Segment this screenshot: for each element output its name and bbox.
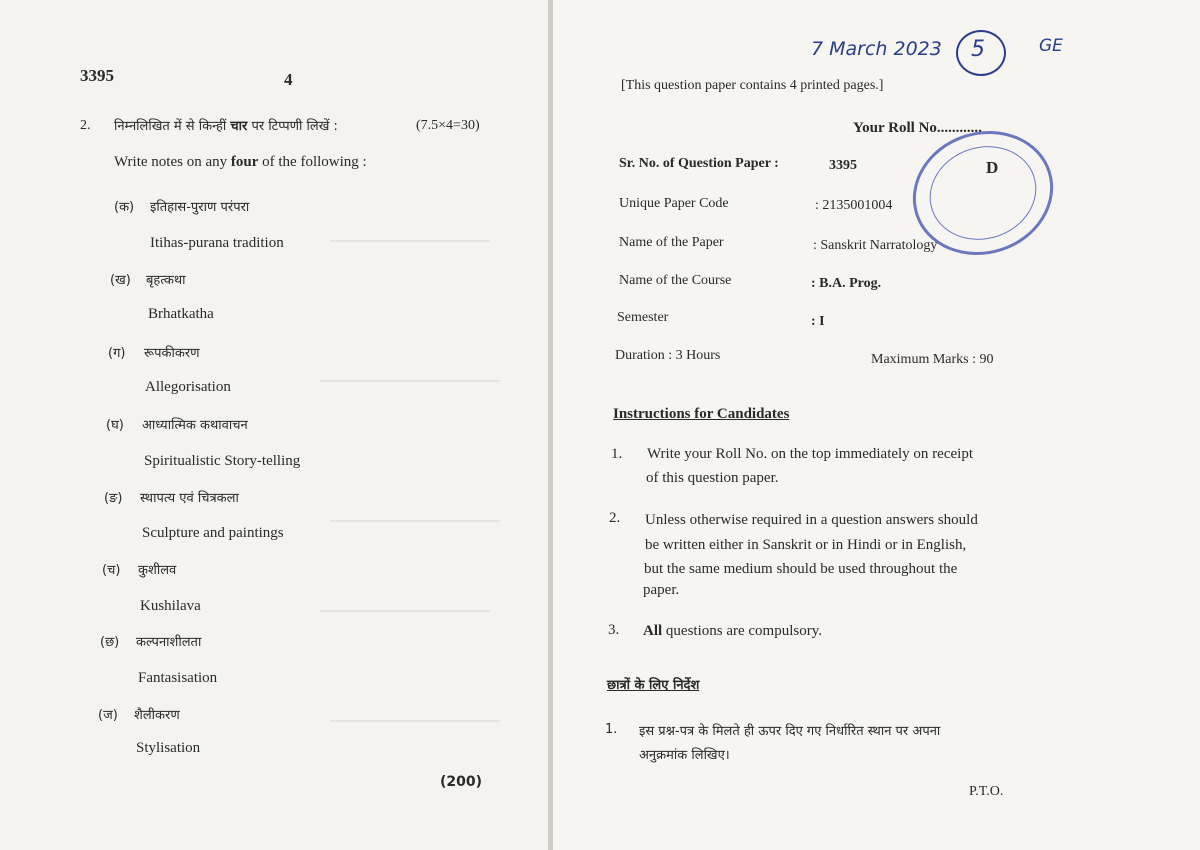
item-label: (च) bbox=[102, 563, 121, 578]
field-value: : 2135001004 bbox=[815, 198, 893, 213]
field-label: Name of the Paper bbox=[619, 235, 724, 250]
please-turn-over: P.T.O. bbox=[969, 784, 1004, 799]
item-english: Sculpture and paintings bbox=[142, 525, 284, 541]
item-english: Brhatkatha bbox=[148, 306, 214, 322]
item-english: Itihas-purana tradition bbox=[150, 235, 284, 251]
instruction-number: 1. bbox=[611, 446, 623, 462]
page-footer-code: (200) bbox=[440, 774, 483, 790]
duration: Duration : 3 Hours bbox=[615, 348, 721, 363]
item-english: Stylisation bbox=[136, 740, 201, 756]
maximum-marks: Maximum Marks : 90 bbox=[871, 352, 994, 367]
instructions-title: Instructions for Candidates bbox=[613, 406, 790, 422]
pages-count-note: [This question paper contains 4 printed pages.] bbox=[621, 78, 884, 93]
item-english: Spiritualistic Story-telling bbox=[144, 453, 301, 469]
item-label: (घ) bbox=[106, 418, 124, 433]
field-label: Sr. No. of Question Paper : bbox=[619, 156, 779, 171]
item-hindi: शैलीकरण bbox=[134, 708, 180, 723]
question-set-letter: D bbox=[986, 158, 999, 177]
handwritten-circle-number: 5 bbox=[971, 37, 985, 62]
field-label: Unique Paper Code bbox=[619, 196, 729, 211]
item-hindi: कुशीलव bbox=[138, 563, 177, 578]
instruction-line: of this question paper. bbox=[646, 470, 779, 486]
question-hindi bbox=[114, 116, 338, 134]
item-english: Kushilava bbox=[140, 598, 201, 614]
item-english: Allegorisation bbox=[145, 379, 231, 395]
question-english-bold: four bbox=[230, 154, 259, 170]
hindi-instruction-number: 1. bbox=[605, 722, 618, 737]
item-english: Fantasisation bbox=[138, 670, 218, 686]
hindi-instructions-title: छात्रों के लिए निर्देश bbox=[607, 678, 700, 693]
item-hindi: कल्पनाशीलता bbox=[136, 635, 202, 650]
question-english bbox=[114, 154, 367, 171]
roll-number-line: Your Roll No............ bbox=[853, 120, 982, 136]
instruction-line: Unless otherwise required in a question answers should bbox=[645, 512, 978, 528]
instruction-number: 2. bbox=[609, 510, 621, 526]
field-value: 3395 bbox=[829, 158, 857, 173]
item-label: (क) bbox=[114, 200, 135, 215]
handwritten-date: 7 March 2023 bbox=[811, 38, 942, 60]
hindi-instruction-line: अनुक्रमांक लिखिए। bbox=[639, 748, 730, 763]
item-label: (छ) bbox=[100, 635, 120, 650]
item-hindi: आध्यात्मिक कथावाचन bbox=[142, 418, 248, 433]
question-hindi-pre: निम्नलिखित में से किन्हीं bbox=[114, 119, 227, 134]
instruction-rest: questions are compulsory. bbox=[665, 623, 823, 639]
handwritten-code: GE bbox=[1039, 36, 1063, 56]
field-value: : B.A. Prog. bbox=[811, 276, 882, 291]
question-marks: (7.5×4=30) bbox=[416, 118, 480, 133]
item-label: (ज) bbox=[98, 708, 118, 723]
instruction-number: 3. bbox=[608, 622, 620, 638]
field-value: : Sanskrit Narratology bbox=[813, 238, 938, 253]
instruction-line: paper. bbox=[643, 582, 680, 598]
item-label: (ग) bbox=[108, 346, 126, 361]
instruction-line: Write your Roll No. on the top immediately on receipt bbox=[647, 446, 973, 462]
field-label: Name of the Course bbox=[619, 273, 732, 288]
right-page bbox=[553, 0, 1200, 850]
paper-number: 3395 bbox=[80, 66, 114, 85]
instruction-line bbox=[643, 623, 822, 640]
instruction-line: be written either in Sanskrit or in Hindi or in English, bbox=[645, 537, 967, 553]
question-hindi-post: पर टिप्पणी लिखें : bbox=[251, 119, 338, 134]
instruction-bold-word: All bbox=[643, 623, 663, 639]
question-english-post: of the following : bbox=[262, 154, 367, 170]
hindi-instruction-line: इस प्रश्न-पत्र के मिलते ही ऊपर दिए गए निर्धारित स्थान पर अपना bbox=[639, 724, 941, 739]
instruction-line: but the same medium should be used throughout the bbox=[644, 561, 958, 577]
item-hindi: इतिहास-पुराण परंपरा bbox=[150, 200, 250, 215]
page-number: 4 bbox=[284, 70, 293, 89]
item-label: (ख) bbox=[110, 273, 131, 288]
item-hindi: स्थापत्य एवं चित्रकला bbox=[140, 491, 239, 506]
question-english-pre: Write notes on any bbox=[114, 154, 228, 170]
item-hindi: रूपकीकरण bbox=[144, 346, 200, 361]
field-value: : I bbox=[811, 314, 825, 329]
item-hindi: बृहत्कथा bbox=[146, 273, 186, 288]
field-label: Semester bbox=[617, 310, 669, 325]
question-hindi-bold: चार bbox=[230, 119, 248, 134]
item-label: (ङ) bbox=[104, 491, 123, 506]
left-page bbox=[0, 0, 548, 850]
question-number: 2. bbox=[80, 118, 91, 133]
